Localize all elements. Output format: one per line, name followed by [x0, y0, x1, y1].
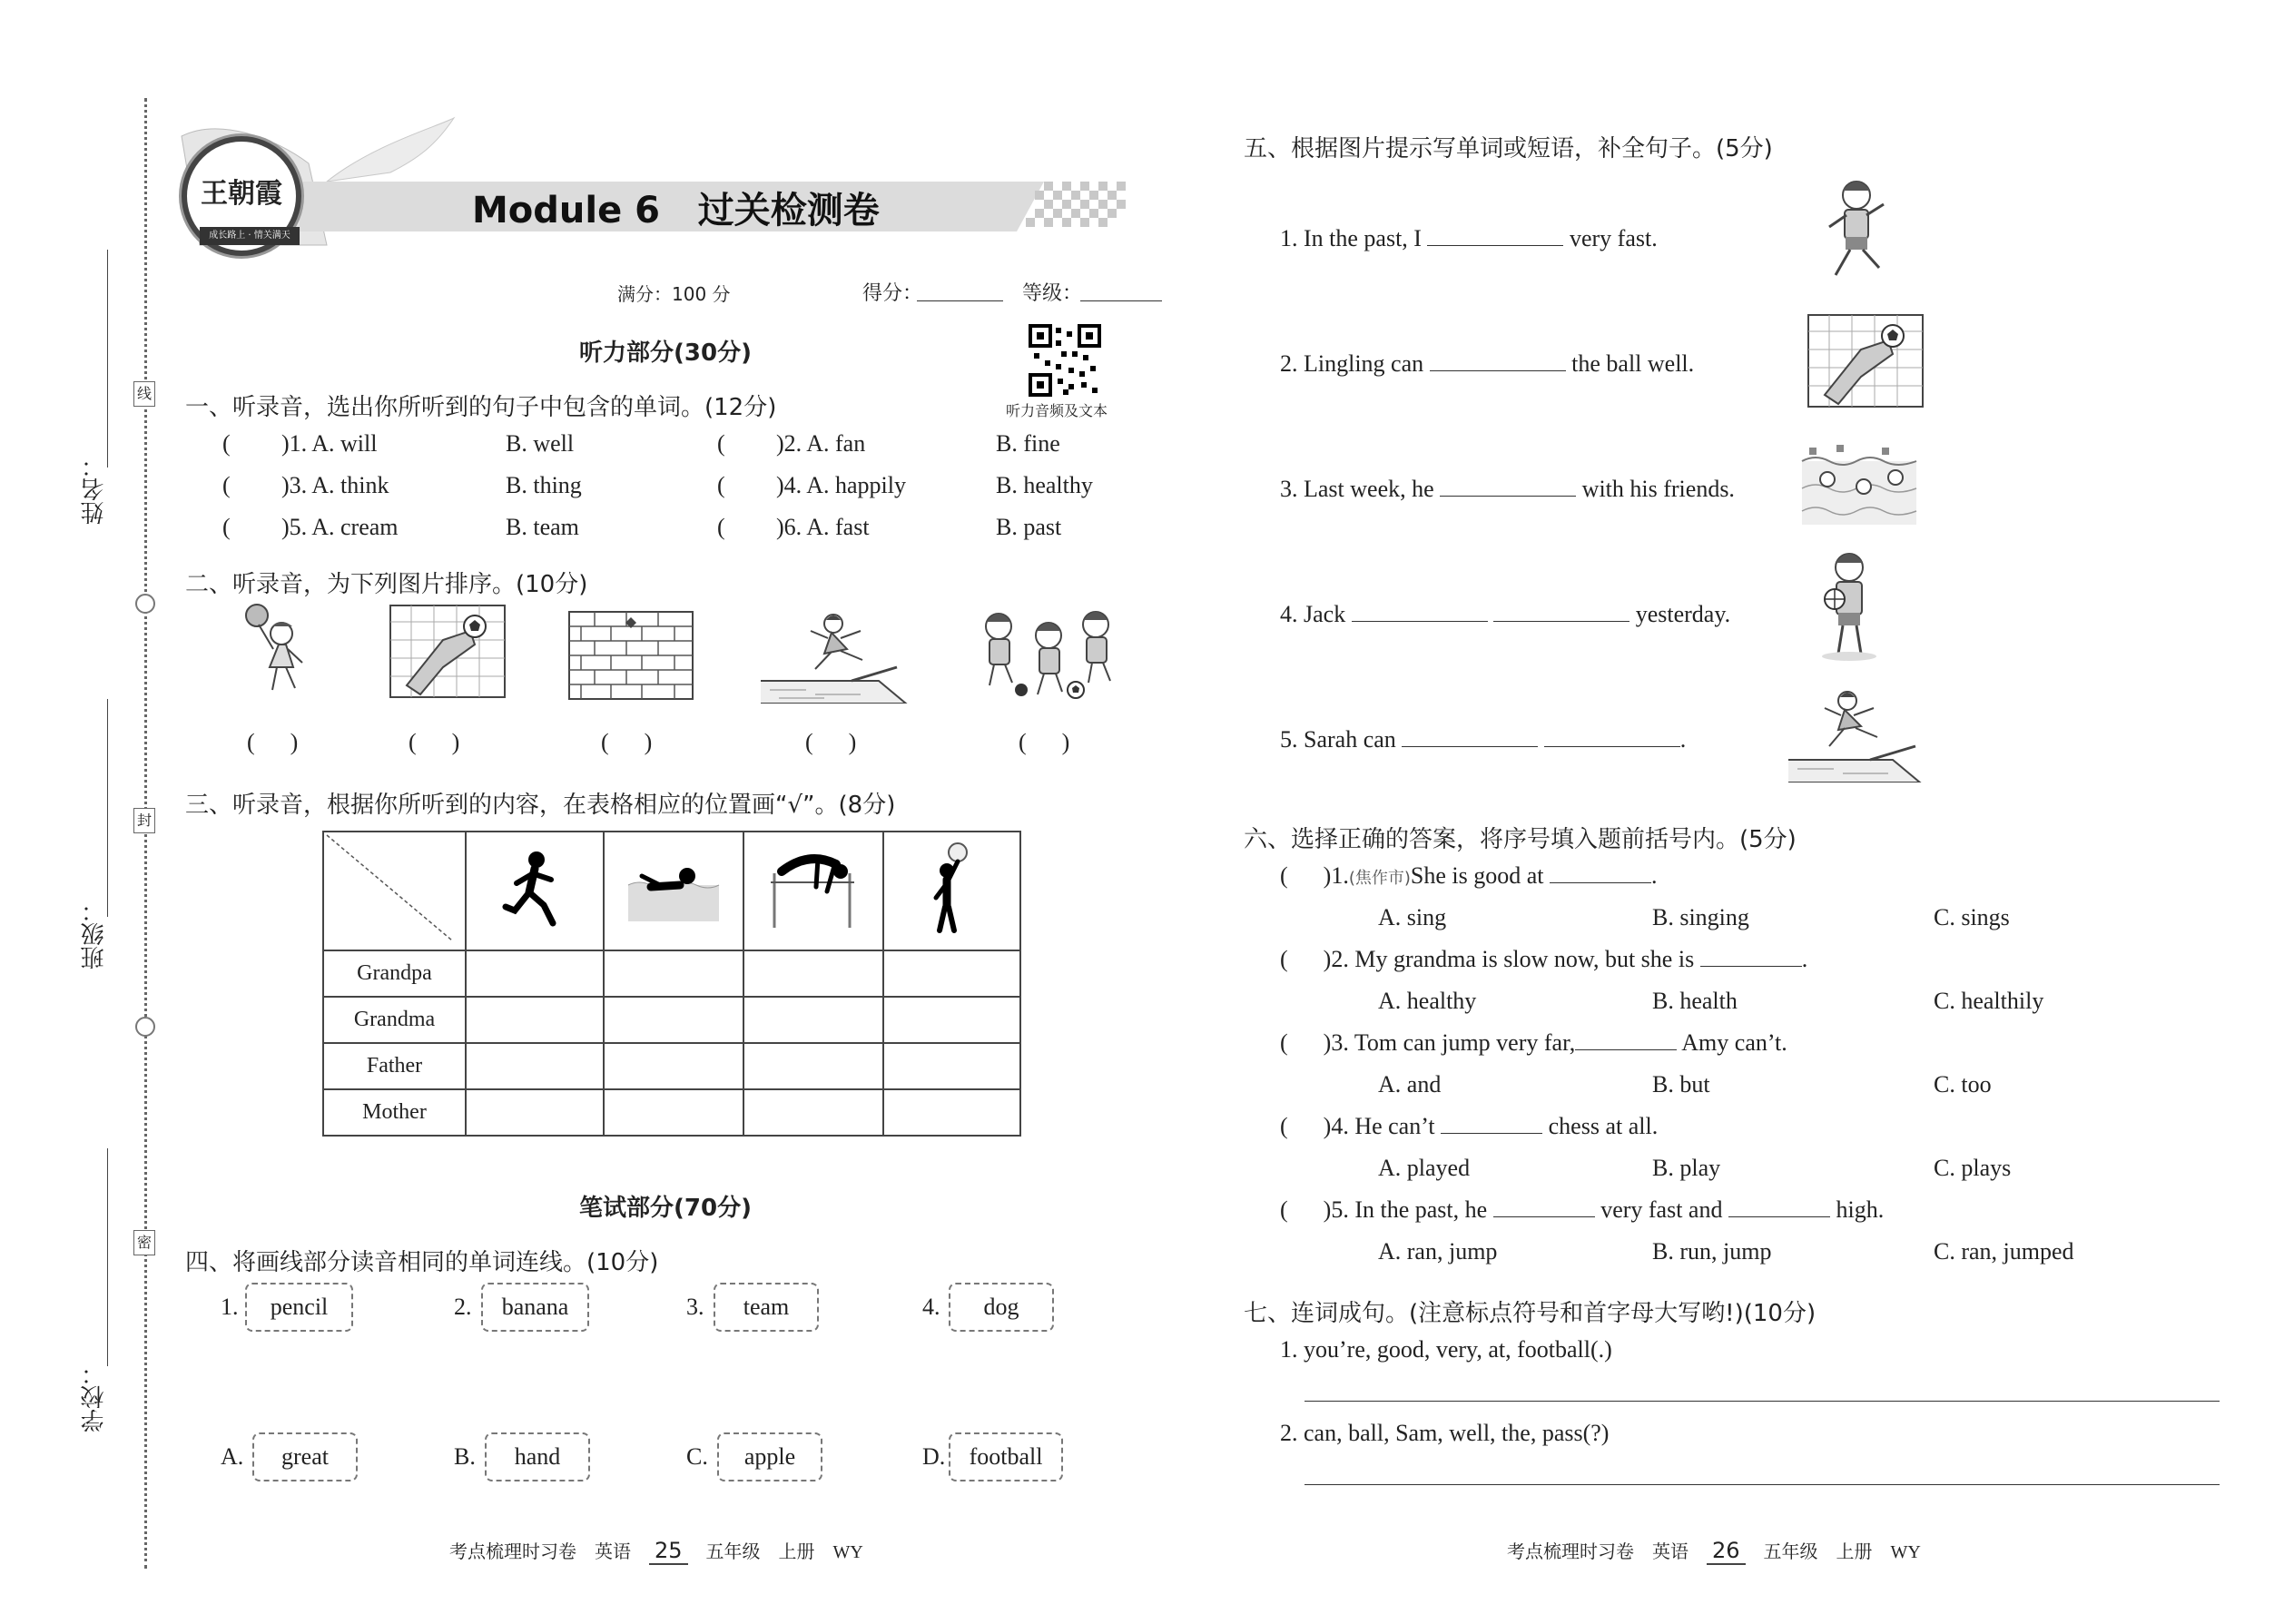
s1-q6-answer[interactable]: ( [717, 514, 725, 540]
check-cell[interactable] [883, 950, 1020, 997]
seal-mark-mi: 密 [133, 1230, 155, 1255]
girl-jumping-pool-picture-2 [1788, 683, 1925, 782]
footer-right-subject: 英语 [1652, 1542, 1689, 1562]
swimming-friends-picture [1800, 443, 1918, 529]
check-cell[interactable] [883, 1043, 1020, 1089]
s4-top-label-1: 1. [221, 1294, 239, 1320]
s6-q1 [1280, 862, 1658, 890]
s6-q4-option-c[interactable]: C. plays [1934, 1155, 2012, 1181]
full-score: 满分：100 分 [617, 283, 731, 305]
s6-q2-blank[interactable] [1700, 946, 1802, 967]
row-label-mother: Mother [323, 1089, 466, 1136]
ball-game-icon-cell [883, 832, 1020, 950]
s6-q3-end: Amy can’t. [1681, 1029, 1787, 1056]
s4-bottom-label-b: B. [454, 1443, 476, 1470]
running-icon-cell [466, 832, 604, 950]
s1-q6: )6. A. fast [776, 514, 870, 540]
binding-name-line [107, 250, 108, 468]
s5-q5-blank-1[interactable] [1402, 726, 1538, 747]
s2-answer-1[interactable]: ( ) [247, 729, 299, 755]
goalkeeper-picture [389, 604, 507, 699]
check-cell[interactable] [466, 1043, 604, 1089]
s6-q2-option-a[interactable]: A. healthy [1378, 988, 1477, 1014]
s6-q1-end: . [1651, 862, 1658, 889]
s5-q4 [1280, 601, 1730, 628]
qr-caption: 听力音频及文本 [1006, 402, 1108, 419]
s4-bottom-label-a: A. [221, 1443, 244, 1470]
s6-q2-option-c[interactable]: C. healthily [1934, 988, 2044, 1014]
s5-q5 [1280, 726, 1686, 753]
s6-q3-option-c[interactable]: C. too [1934, 1071, 1992, 1097]
s5-q3 [1280, 476, 1735, 503]
s6-q4-end: chess at all. [1548, 1113, 1659, 1139]
s5-q1-blank[interactable] [1427, 225, 1563, 246]
boy-with-ball-picture [1811, 549, 1888, 663]
s2-answer-2[interactable]: ( ) [409, 729, 460, 755]
check-cell[interactable] [743, 997, 883, 1043]
s5-q5-pre: 5. Sarah can [1280, 726, 1396, 753]
s6-q5-mid: very fast and [1600, 1196, 1723, 1223]
s4-top-label-3: 3. [686, 1294, 704, 1320]
s1-q3-b: B. thing [506, 472, 582, 498]
s6-q2 [1280, 946, 1807, 973]
s7-q2-answer-line[interactable] [1305, 1484, 2220, 1485]
s2-answer-5[interactable]: ( ) [1019, 729, 1070, 755]
s6-q4 [1280, 1113, 1658, 1140]
section-7-title: 七、连词成句。(注意标点符号和首字母大写哟!)(10分) [1244, 1300, 1816, 1327]
s5-q4-blank-1[interactable] [1352, 601, 1488, 622]
s1-q2-b: B. fine [996, 430, 1060, 457]
s5-q1-post: very fast. [1569, 225, 1658, 251]
section-2-title: 二、听录音，为下列图片排序。(10分) [185, 571, 588, 598]
boys-playing-football-picture [976, 599, 1121, 704]
s6-q2-end: . [1801, 946, 1808, 972]
s4-word-banana[interactable]: banana [481, 1283, 589, 1332]
footer-right-term: 上册 [1836, 1542, 1873, 1562]
binding-school-line [107, 1148, 108, 1366]
s1-q1-b: B. well [506, 430, 575, 457]
s1-q5-b: B. team [506, 514, 579, 540]
goalkeeper-save-picture [1807, 313, 1925, 408]
footer-left-term: 上册 [778, 1542, 815, 1562]
s4-word-pencil[interactable]: pencil [245, 1283, 353, 1332]
s5-q2 [1280, 350, 1694, 378]
s4-word-great[interactable]: great [252, 1432, 358, 1481]
s6-q5-option-b[interactable]: B. run, jump [1652, 1238, 1772, 1265]
footer-right-edition: WY [1890, 1542, 1921, 1562]
footer-left [449, 1537, 863, 1563]
s1-q3: )3. A. think [281, 472, 389, 498]
s6-q3-bracket[interactable]: ( [1280, 1029, 1324, 1056]
s6-q1-option-b[interactable]: B. singing [1652, 904, 1749, 930]
s5-q4-pre: 4. Jack [1280, 601, 1346, 627]
s1-q4-answer[interactable]: ( [717, 472, 725, 498]
s6-q4-bracket[interactable]: ( [1280, 1113, 1324, 1139]
written-section-title: 笔试部分(70分) [579, 1195, 752, 1222]
binding-hole-2 [135, 1017, 155, 1037]
s6-q2-option-b[interactable]: B. health [1652, 988, 1738, 1014]
s4-word-team[interactable]: team [714, 1283, 819, 1332]
page-title: Module 6 过关检测卷 [472, 190, 880, 231]
footer-right-grade: 五年级 [1763, 1542, 1818, 1562]
row-label-father: Father [323, 1043, 466, 1089]
s1-q5: )5. A. cream [281, 514, 399, 540]
s4-word-football[interactable]: football [949, 1432, 1063, 1481]
check-cell[interactable] [883, 997, 1020, 1043]
seal-mark-feng: 封 [133, 808, 155, 833]
s1-q5-answer[interactable]: ( [222, 514, 231, 540]
s6-q5-stem: )5. In the past, he [1323, 1196, 1488, 1223]
name-label: 姓名： [81, 454, 108, 525]
check-cell[interactable] [466, 997, 604, 1043]
section-5-title: 五、根据图片提示写单词或短语，补全句子。(5分) [1244, 135, 1773, 162]
s6-q5-option-c[interactable]: C. ran, jumped [1934, 1238, 2074, 1265]
qr-code[interactable] [1029, 324, 1101, 397]
s4-bottom-label-d: D. [922, 1443, 946, 1470]
s6-q3-blank[interactable] [1575, 1029, 1677, 1050]
s7-q1-answer-line[interactable] [1305, 1401, 2220, 1402]
running-icon [498, 849, 571, 930]
s6-q3-option-a[interactable]: A. and [1378, 1071, 1442, 1097]
footer-left-book: 考点梳理时习卷 [449, 1542, 576, 1562]
s6-q1-option-a[interactable]: A. sing [1378, 904, 1447, 930]
s6-q1-number: )1. [1323, 862, 1349, 889]
brick-wall-picture [567, 610, 694, 701]
s6-q1-stem: She is good at [1410, 862, 1544, 889]
s6-q1-bracket[interactable]: ( [1280, 862, 1324, 889]
swimming-icon-cell [604, 832, 743, 950]
high-jump-icon [763, 846, 863, 932]
s5-q2-blank[interactable] [1430, 350, 1566, 371]
s2-answer-3[interactable]: ( ) [601, 729, 653, 755]
s6-q2-bracket[interactable]: ( [1280, 946, 1324, 972]
footer-left-grade: 五年级 [705, 1542, 761, 1562]
s1-q2-answer[interactable]: ( [717, 430, 725, 457]
binding-dotted-line [144, 98, 147, 1569]
seal-mark-xian: 线 [133, 381, 155, 407]
s4-top-label-4: 4. [922, 1294, 940, 1320]
boy-running-picture [1816, 177, 1893, 286]
s1-q1-answer[interactable]: ( [222, 430, 231, 457]
check-cell[interactable] [604, 997, 743, 1043]
s6-q3 [1280, 1029, 1787, 1057]
check-cell[interactable] [604, 1089, 743, 1136]
s4-top-label-2: 2. [454, 1294, 472, 1320]
footer-right [1507, 1537, 1921, 1563]
sports-table [322, 831, 1021, 1137]
s5-q3-blank[interactable] [1440, 476, 1576, 497]
section-1-title: 一、听录音，选出你所听到的句子中包含的单词。(12分) [185, 394, 777, 421]
girl-playing-ball-picture [231, 599, 322, 704]
check-cell[interactable] [743, 1089, 883, 1136]
s6-q5 [1280, 1196, 1884, 1224]
footer-left-subject: 英语 [595, 1542, 631, 1562]
s6-q3-option-b[interactable]: B. but [1652, 1071, 1710, 1097]
check-cell[interactable] [743, 1043, 883, 1089]
s6-q3-stem: )3. Tom can jump very far, [1323, 1029, 1576, 1056]
high-jump-icon-cell [743, 832, 883, 950]
s1-q2: )2. A. fan [776, 430, 866, 457]
check-cell[interactable] [883, 1089, 1020, 1136]
s6-q2-stem: )2. My grandma is slow now, but she is [1323, 946, 1695, 972]
s4-word-hand[interactable]: hand [485, 1432, 590, 1481]
listening-section-title: 听力部分(30分) [579, 340, 752, 367]
s7-q2: 2. can, ball, Sam, well, the, pass(?) [1280, 1420, 1610, 1446]
s5-q3-pre: 3. Last week, he [1280, 476, 1434, 502]
s5-q3-post: with his friends. [1581, 476, 1735, 502]
check-cell[interactable] [604, 950, 743, 997]
s6-q1-city: (焦作市) [1348, 869, 1411, 888]
s1-q3-answer[interactable]: ( [222, 472, 231, 498]
s6-q1-blank[interactable] [1550, 862, 1651, 883]
s5-q4-post: yesterday. [1635, 601, 1731, 627]
s4-word-dog[interactable]: dog [949, 1283, 1054, 1332]
row-label-grandma: Grandma [323, 997, 466, 1043]
school-label: 学校： [81, 1362, 108, 1432]
binding-class-line [107, 699, 108, 917]
footer-right-page: 26 [1707, 1538, 1746, 1565]
brand-logo-text: 王朝霞 [201, 178, 282, 210]
girl-jumping-pool-picture [761, 604, 911, 704]
s6-q4-option-a[interactable]: A. played [1378, 1155, 1471, 1181]
s6-q5-end: high. [1836, 1196, 1885, 1223]
footer-right-book: 考点梳理时习卷 [1507, 1542, 1634, 1562]
s5-q4-blank-2[interactable] [1493, 601, 1629, 622]
s4-bottom-label-c: C. [686, 1443, 708, 1470]
s5-q1 [1280, 225, 1658, 252]
s5-q1-pre: 1. In the past, I [1280, 225, 1422, 251]
s1-q1: )1. A. will [281, 430, 378, 457]
check-cell[interactable] [466, 950, 604, 997]
row-label-grandpa: Grandpa [323, 950, 466, 997]
swimming-icon [624, 849, 724, 930]
s1-q6-b: B. past [996, 514, 1062, 540]
s6-q1-option-c[interactable]: C. sings [1934, 904, 2010, 930]
footer-left-edition: WY [832, 1542, 863, 1562]
score-label: 得分： [862, 282, 923, 305]
s5-q5-post: . [1679, 726, 1687, 753]
table-corner-cell [323, 832, 466, 950]
diagonal-divider [325, 833, 464, 949]
grade-label: 等级： [1022, 282, 1083, 305]
s5-q5-blank-2[interactable] [1544, 726, 1680, 747]
brand-logo-ribbon: 成长路上 · 情关满天 [200, 227, 300, 245]
s6-q5-blank-1[interactable] [1493, 1196, 1595, 1217]
s5-q2-pre: 2. Lingling can [1280, 350, 1424, 377]
s6-q4-stem: )4. He can’t [1323, 1113, 1435, 1139]
s1-q4: )4. A. happily [776, 472, 906, 498]
ball-game-icon [920, 842, 983, 937]
grade-field[interactable] [1080, 300, 1162, 301]
section-3-title: 三、听录音，根据你所听到的内容，在表格相应的位置画“√”。(8分) [185, 792, 896, 819]
s6-q4-blank[interactable] [1441, 1113, 1542, 1134]
s5-q2-post: the ball well. [1571, 350, 1695, 377]
s6-q4-option-b[interactable]: B. play [1652, 1155, 1721, 1181]
check-cell[interactable] [743, 950, 883, 997]
s6-q5-option-a[interactable]: A. ran, jump [1378, 1238, 1498, 1265]
section-4-title: 四、将画线部分读音相同的单词连线。(10分) [185, 1249, 659, 1276]
score-field[interactable] [917, 300, 1003, 301]
s1-q4-b: B. healthy [996, 472, 1093, 498]
section-6-title: 六、选择正确的答案，将序号填入题前括号内。(5分) [1244, 826, 1797, 853]
s4-word-apple[interactable]: apple [717, 1432, 822, 1481]
class-label: 班级： [81, 899, 108, 969]
footer-left-page: 25 [649, 1538, 688, 1565]
s6-q5-bracket[interactable]: ( [1280, 1196, 1324, 1223]
check-cell[interactable] [604, 1043, 743, 1089]
binding-hole-1 [135, 594, 155, 614]
s6-q5-blank-2[interactable] [1728, 1196, 1830, 1217]
check-cell[interactable] [466, 1089, 604, 1136]
s7-q1: 1. you’re, good, very, at, football(.) [1280, 1336, 1612, 1363]
s2-answer-4[interactable]: ( ) [805, 729, 857, 755]
